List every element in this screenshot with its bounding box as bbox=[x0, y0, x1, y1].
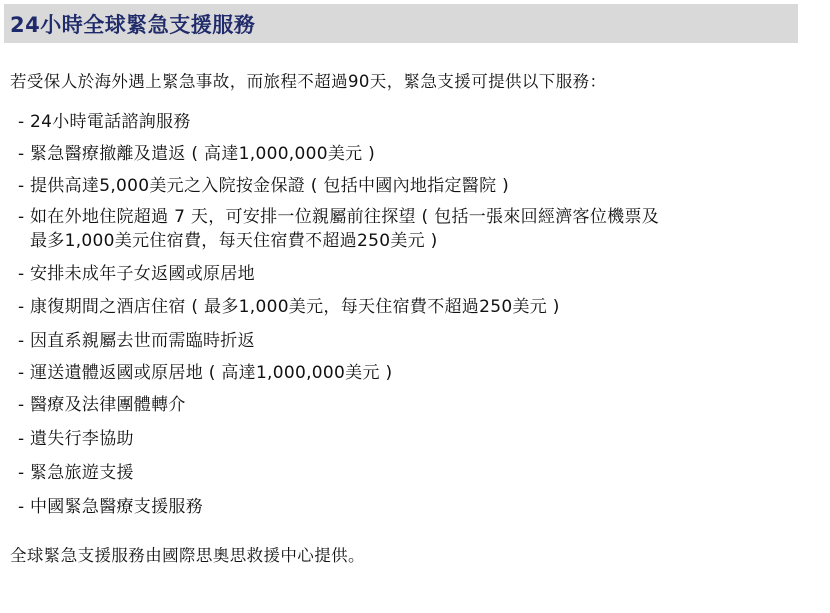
list-item bbox=[18, 142, 375, 166]
page-title: 24小時全球緊急支援服務 bbox=[10, 12, 256, 37]
bullet-dash: - bbox=[18, 331, 25, 351]
bullet-dash: - bbox=[18, 395, 25, 415]
list-item bbox=[18, 495, 203, 519]
list-item bbox=[18, 427, 134, 451]
list-item bbox=[18, 174, 509, 198]
service-item-text: 遺失行李協助 bbox=[30, 429, 134, 449]
service-item-text: 安排未成年子女返國或原居地 bbox=[30, 264, 255, 284]
list-item bbox=[18, 262, 255, 286]
list-item bbox=[18, 361, 392, 385]
bullet-dash: - bbox=[18, 144, 25, 164]
list-item bbox=[18, 295, 560, 319]
list-item bbox=[18, 110, 191, 134]
service-item-text: 康復期間之酒店住宿 ( 最多1,000美元，每天住宿費不超過250美元 ) bbox=[30, 297, 560, 317]
list-item bbox=[18, 393, 186, 417]
service-item-text: 中國緊急醫療支援服務 bbox=[30, 497, 203, 517]
service-item-text: 醫療及法律團體轉介 bbox=[30, 395, 186, 415]
list-item bbox=[18, 461, 134, 485]
bullet-dash: - bbox=[18, 429, 25, 449]
bullet-dash: - bbox=[18, 207, 25, 227]
list-item bbox=[18, 329, 255, 353]
service-item-text: 提供高達5,000美元之入院按金保證 ( 包括中國內地指定醫院 ) bbox=[30, 176, 510, 196]
service-item-text: 緊急旅遊支援 bbox=[30, 463, 134, 483]
bullet-dash: - bbox=[18, 497, 25, 517]
bullet-dash: - bbox=[18, 463, 25, 483]
bullet-dash: - bbox=[18, 264, 25, 284]
bullet-dash: - bbox=[18, 297, 25, 317]
service-item-text: 運送遺體返國或原居地 ( 高達1,000,000美元 ) bbox=[30, 363, 393, 383]
list-item bbox=[18, 205, 659, 253]
footer-provider-note: 全球緊急支援服務由國際思奧思救援中心提供。 bbox=[10, 546, 365, 565]
service-item-text: 緊急醫療撤離及遣返 ( 高達1,000,000美元 ) bbox=[30, 144, 376, 164]
bullet-dash: - bbox=[18, 112, 25, 132]
bullet-dash: - bbox=[18, 363, 25, 383]
service-item-text: 因直系親屬去世而需臨時折返 bbox=[30, 331, 255, 351]
title-bar bbox=[4, 4, 798, 43]
service-item-text: 如在外地住院超過 7 天，可安排一位親屬前往探望 ( 包括一張來回經濟客位機票及 最多1,000美元住宿費，每天住宿費不超過250美元 ) bbox=[30, 207, 660, 251]
bullet-dash: - bbox=[18, 176, 25, 196]
intro-text: 若受保人於海外遇上緊急事故，而旅程不超過90天，緊急支援可提供以下服務： bbox=[10, 72, 607, 91]
service-item-text: 24小時電話諮詢服務 bbox=[30, 112, 191, 132]
